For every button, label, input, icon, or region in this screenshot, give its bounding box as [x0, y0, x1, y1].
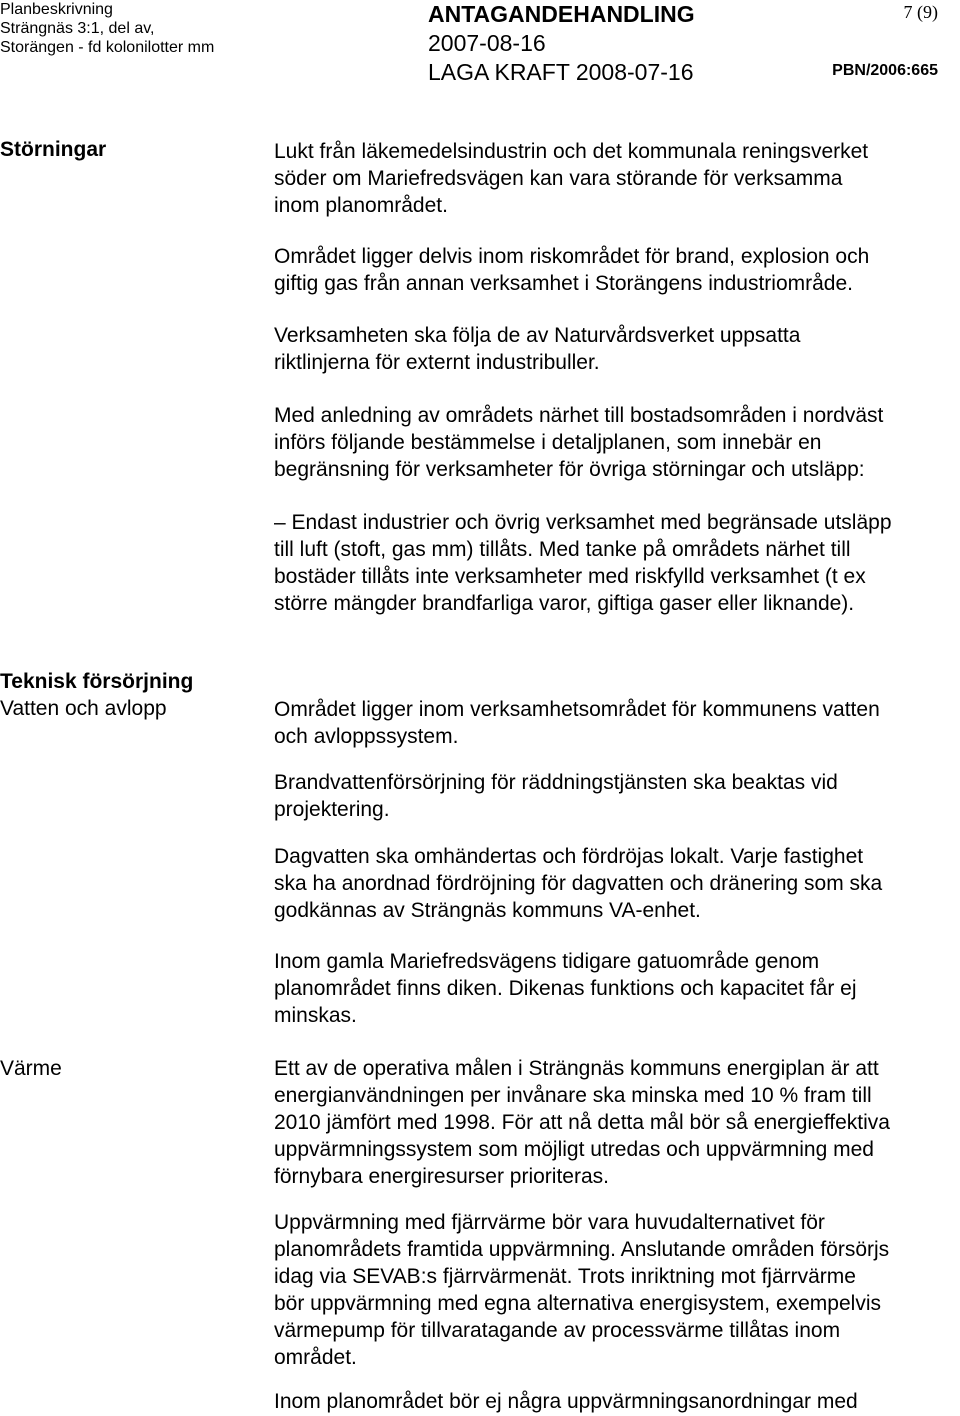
text-line: godkännas av Strängnäs kommuns VA-enhet.: [274, 899, 701, 922]
paragraph: [274, 769, 960, 823]
subheading-water-sewage: Vatten och avlopp: [0, 697, 167, 720]
plan-area-name: Storängen - fd kolonilotter mm: [0, 39, 215, 56]
text-line: ska ha anordnad fördröjning för dagvatten och dränering som ska: [274, 872, 883, 895]
status-date: 2007-08-16: [428, 30, 546, 56]
paragraph: [274, 1209, 960, 1371]
text-line: uppvärmningssystem som möjligt utredas och uppvärmning med: [274, 1138, 874, 1161]
text-line: planområdets framtida uppvärmning. Anslutande områden försörjs: [274, 1238, 890, 1261]
document-type: Planbeskrivning: [0, 1, 113, 18]
paragraph: [274, 843, 960, 924]
text-line: energianvändningen per invånare ska minska med 10 % fram till: [274, 1084, 872, 1107]
text-line: Inom planområdet bör ej några uppvärmningsanordningar med: [274, 1390, 858, 1413]
text-line: bostäder tillåts inte verksamheter med riskfylld verksamhet (t ex: [274, 565, 866, 588]
regulation-paragraph: [274, 509, 960, 617]
text-line: Inom gamla Mariefredsvägens tidigare gatuområde genom: [274, 950, 820, 973]
paragraph: [274, 1388, 960, 1415]
text-line: Ett av de operativa målen i Strängnäs kommuns energiplan är att: [274, 1057, 879, 1080]
page-number: 7 (9): [903, 2, 938, 22]
paragraph: [274, 402, 960, 483]
text-line: söder om Mariefredsvägen kan vara störande för verksamma: [274, 167, 843, 190]
text-line: Området ligger inom verksamhetsområdet för kommunens vatten: [274, 698, 880, 721]
section-heading-technical-supply: Teknisk försörjning: [0, 670, 194, 693]
subheading-heating: Värme: [0, 1057, 62, 1080]
text-line: Brandvattenförsörjning för räddningstjänsten ska beaktas vid: [274, 771, 838, 794]
status-title: ANTAGANDEHANDLING: [428, 1, 695, 27]
paragraph: [274, 322, 960, 376]
reference-number: PBN/2006:665: [832, 62, 938, 79]
text-line: införs följande bestämmelse i detaljplanen, som innebär en: [274, 431, 822, 454]
document-info: [0, 0, 214, 57]
text-line: – Endast industrier och övrig verksamhet med begränsade utsläpp: [274, 511, 892, 534]
paragraph: [274, 1055, 960, 1190]
text-line: idag via SEVAB:s fjärrvärmenät. Trots inriktning mot fjärrvärme: [274, 1265, 856, 1288]
paragraph: [274, 138, 960, 219]
paragraph: [274, 243, 960, 297]
text-line: förnybara energiresurser prioriteras.: [274, 1165, 609, 1188]
text-line: planområdet finns diken. Dikenas funktions och kapacitet får ej: [274, 977, 857, 1000]
text-line: Verksamheten ska följa de av Naturvårdsverket uppsatta: [274, 324, 801, 347]
text-line: värmepump för tillvaratagande av processvärme tillåtas inom: [274, 1319, 841, 1342]
document-status: [428, 0, 695, 87]
text-line: till luft (stoft, gas mm) tillåts. Med tanke på områdets närhet till: [274, 538, 851, 561]
paragraph: [274, 948, 960, 1029]
paragraph: [274, 696, 960, 750]
text-line: begränsning för verksamheter för övriga störningar och utsläpp:: [274, 458, 865, 481]
text-line: Dagvatten ska omhändertas och fördröjas lokalt. Varje fastighet: [274, 845, 864, 868]
text-line: större mängder brandfarliga varor, giftiga gaser eller liknande).: [274, 592, 855, 615]
text-line: projektering.: [274, 798, 390, 821]
text-line: giftig gas från annan verksamhet i Storängens industriområde.: [274, 272, 853, 295]
section-heading-disturbances: Störningar: [0, 138, 107, 161]
text-line: inom planområdet.: [274, 194, 448, 217]
text-line: Området ligger delvis inom riskområdet för brand, explosion och: [274, 245, 870, 268]
text-line: bör uppvärmning med egna alternativa energisystem, exempelvis: [274, 1292, 881, 1315]
text-line: 2010 jämfört med 1998. För att nå detta mål bör så energieffektiva: [274, 1111, 890, 1134]
text-line: riktlinjerna för externt industribuller.: [274, 351, 600, 374]
text-line: Lukt från läkemedelsindustrin och det kommunala reningsverket: [274, 140, 869, 163]
text-line: Med anledning av områdets närhet till bostadsområden i nordväst: [274, 404, 884, 427]
text-line: Uppvärmning med fjärrvärme bör vara huvudalternativet för: [274, 1211, 825, 1234]
text-line: minskas.: [274, 1004, 357, 1027]
property-designation: Strängnäs 3:1, del av,: [0, 20, 155, 37]
text-line: området.: [274, 1346, 357, 1369]
text-line: och avloppssystem.: [274, 725, 459, 748]
in-force-date: LAGA KRAFT 2008-07-16: [428, 59, 694, 85]
